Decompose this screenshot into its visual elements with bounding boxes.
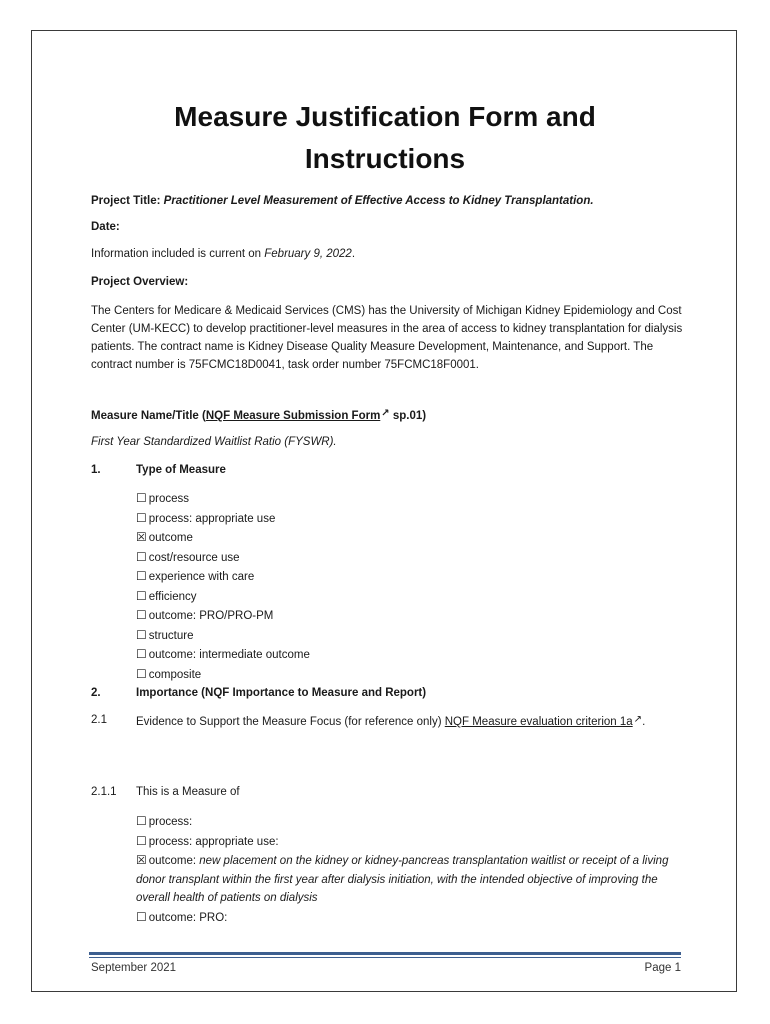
date-suffix: . xyxy=(351,248,356,260)
section-2-number: 2. xyxy=(91,687,101,699)
unchecked-box-icon[interactable]: ☐ xyxy=(136,491,147,505)
measure-of-checklist xyxy=(136,812,681,927)
unchecked-box-icon[interactable]: ☐ xyxy=(136,647,147,661)
checkbox-option xyxy=(136,665,681,685)
checkbox-option xyxy=(136,489,681,509)
checkbox-label: process: appropriate use: xyxy=(148,835,279,848)
measure-name-label: Measure Name/Title ( xyxy=(91,410,206,422)
checkbox-label: efficiency xyxy=(148,590,197,603)
section-2-1-1-heading: This is a Measure of xyxy=(136,786,240,798)
unchecked-box-icon[interactable]: ☐ xyxy=(136,569,147,583)
checkbox-option xyxy=(136,509,681,529)
checkbox-option xyxy=(136,908,681,928)
external-link-icon: ↗ xyxy=(633,714,643,725)
section-2-heading: Importance (NQF Importance to Measure and Report) xyxy=(136,687,427,699)
date-prefix: Information included is current on xyxy=(91,248,262,260)
checkbox-option xyxy=(136,851,681,908)
checkbox-option xyxy=(136,548,681,568)
date-value: February 9, 2022 xyxy=(264,248,352,260)
overview-label: Project Overview: xyxy=(91,276,189,288)
checkbox-label: experience with care xyxy=(148,571,255,583)
section-2-1-1-number: 2.1.1 xyxy=(91,786,117,798)
measure-name-line xyxy=(91,405,686,425)
checkbox-option xyxy=(136,645,681,665)
checkbox-option xyxy=(136,626,681,646)
unchecked-box-icon[interactable]: ☐ xyxy=(136,833,147,848)
unchecked-box-icon[interactable]: ☐ xyxy=(136,666,147,681)
unchecked-box-icon[interactable]: ☐ xyxy=(136,510,147,525)
checkbox-label: cost/resource use xyxy=(148,551,240,564)
unchecked-box-icon[interactable]: ☐ xyxy=(136,608,147,622)
checkbox-label: process xyxy=(148,493,190,505)
checkbox-option xyxy=(136,812,681,832)
measure-submission-link[interactable]: NQF Measure Submission Form xyxy=(205,410,381,422)
section-2-1-prefix: Evidence to Support the Measure Focus (for reference only) xyxy=(136,716,445,728)
unchecked-box-icon[interactable]: ☐ xyxy=(136,549,147,564)
unchecked-box-icon[interactable]: ☐ xyxy=(136,588,147,603)
unchecked-box-icon[interactable]: ☐ xyxy=(136,627,147,642)
checked-box-icon[interactable]: ☒ xyxy=(136,530,147,544)
footer-page-number: Page 1 xyxy=(644,962,681,974)
checkbox-option xyxy=(136,567,681,587)
footer-date: September 2021 xyxy=(91,962,177,974)
date-line xyxy=(91,245,686,263)
title-line-1: Measure Justification Form and xyxy=(174,101,596,132)
checkbox-label: outcome: PRO/PRO-PM xyxy=(148,610,274,622)
checked-box-icon[interactable]: ☒ xyxy=(136,853,147,867)
section-1-heading: Type of Measure xyxy=(136,464,226,476)
footer-rule-thin xyxy=(89,957,681,958)
checkbox-option xyxy=(136,832,681,852)
unchecked-box-icon[interactable]: ☐ xyxy=(136,909,147,924)
measure-name-value: First Year Standardized Waitlist Ratio (FYSWR). xyxy=(91,436,337,448)
checkbox-label: process: xyxy=(148,816,193,828)
project-title-value: Practitioner Level Measurement of Effective Access to Kidney Transplantation. xyxy=(163,195,594,207)
unchecked-box-icon[interactable]: ☐ xyxy=(136,814,147,828)
section-2-1-suffix: . xyxy=(642,716,646,728)
checkbox-label: outcome: PRO: xyxy=(148,911,228,924)
project-title-line xyxy=(91,192,686,210)
project-title-label: Project Title: xyxy=(91,195,161,207)
checkbox-label: composite xyxy=(148,668,202,681)
section-1-number: 1. xyxy=(91,464,101,476)
checkbox-option xyxy=(136,587,681,607)
footer-rule-thick xyxy=(89,952,681,955)
external-link-icon: ↗ xyxy=(381,408,390,419)
evaluation-criterion-link[interactable]: NQF Measure evaluation criterion 1a xyxy=(444,716,633,728)
checkbox-detail: new placement on the kidney or kidney-pancreas transplantation waitlist or receipt of a living donor transplant within the first year after dialysis initiation, with the intended objective of improving the overall health of patients on dialysis xyxy=(136,855,669,904)
checkbox-option xyxy=(136,528,681,548)
measure-name-suffix: sp.01) xyxy=(389,410,427,422)
checkbox-label: structure xyxy=(148,629,194,642)
overview-text: The Centers for Medicare & Medicaid Services (CMS) has the University of Michigan Kidney Epidemiology and Cost Center (UM-KECC) to develop practitioner-level measures in the area of access to kidney transplantation for dialysis patients. The contract name is Kidney Disease Quality Measure Development, Maintenance, and Support. The contract number is 75FCMC18D0041, task order number 75FCMC18F0001. xyxy=(91,305,683,371)
checkbox-label: outcome xyxy=(148,532,193,544)
checkbox-label: outcome: intermediate outcome xyxy=(148,649,310,661)
checkbox-label: outcome: xyxy=(148,855,200,867)
checkbox-label: process: appropriate use xyxy=(148,512,276,525)
date-label: Date: xyxy=(91,221,120,233)
section-2-1-text xyxy=(136,711,681,731)
checkbox-option xyxy=(136,606,681,626)
section-2-1-number: 2.1 xyxy=(91,714,107,726)
title-line-2: Instructions xyxy=(304,143,466,174)
type-of-measure-checklist xyxy=(136,489,681,684)
document-title xyxy=(0,96,770,180)
